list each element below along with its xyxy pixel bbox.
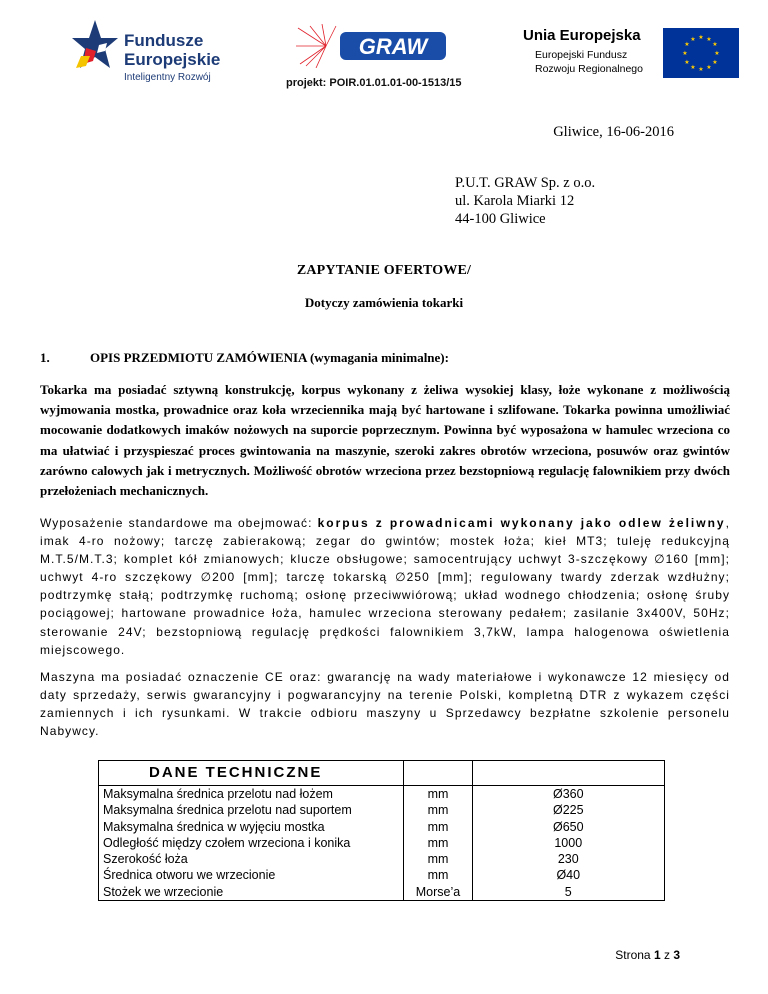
table-header: DANE TECHNICZNE [99,761,404,786]
equipment-bold: korpus z prowadnicami wykonany jako odlew żeliwny [317,516,726,530]
param-name: Stożek we wrzecionie [99,884,404,901]
svg-text:★: ★ [690,36,696,43]
param-value: Ø650 [472,819,664,835]
eu-flag-icon [663,28,739,78]
svg-text:★: ★ [690,64,696,71]
param-value: Ø225 [472,802,664,818]
equipment-lead: Wyposażenie standardowe ma obejmować: [40,516,318,530]
param-value: 230 [472,851,664,867]
section-title: OPIS PRZEDMIOTU ZAMÓWIENIA (wymagania minimalne): [90,350,449,365]
graw-logo [296,24,448,68]
param-unit: mm [404,819,472,835]
page-number [615,948,680,962]
svg-text:★: ★ [698,34,704,41]
param-name: Maksymalna średnica w wyjęciu mostka [99,819,404,835]
eu-fund-line1: Europejski Fundusz [535,49,628,61]
fundusze-europejskie-logo [72,18,242,90]
table-row [99,867,665,883]
svg-text:★: ★ [706,64,712,71]
table-header-row [99,761,665,786]
param-unit: mm [404,786,472,803]
param-unit: mm [404,835,472,851]
svg-text:★: ★ [706,36,712,43]
svg-text:★: ★ [682,50,688,57]
table-row [99,884,665,901]
table-row [99,851,665,867]
technical-data-table [98,760,665,901]
page-label: Strona [615,948,651,962]
svg-text:GRAW: GRAW [358,34,428,59]
param-value: 1000 [472,835,664,851]
table-header-value [472,761,664,786]
param-value: Ø360 [472,786,664,803]
param-name: Odległość między czołem wrzeciona i konika [99,835,404,851]
equipment-list: , imak 4-ro nożowy; tarczę zabierakową; zegar do gwintów; mostek łoża; kieł MT3; tuleję redukcyjną M.T.5/M.T.3; komplet kół zmianowych; klucze obsługowe; samocentrujący uchwyt 3-szczękowy ∅160 [mm]; uchwyt 4-ro szczękowy ∅200 [mm]; tarczę tokarską ∅250 [mm]; regulowany twardy zderzak wzdłużny; podtrzymkę stałą; podtrzymkę ruchomą; osłonę przeciwwiórową; układ wodnego chłodzenia; osłonę śruby pociągowej; hartowane prowadnice łoża, hamulec wrzeciona sterowany pedałem; zasilanie 3x400V, 50Hz; sterowanie 24V; bezstopniową regulację prędkości falownikiem 3,7kW, lampa halogenowa oświetlenia miejscowego. [40,516,730,657]
paragraph-warranty: Maszyna ma posiadać oznaczenie CE oraz: gwarancję na wady materiałowe i wykonawcze 12 miesięcy od daty sprzedaży, serwis gwarancyjny i pogwarancyjny na terenie Polski, kompletną DTR z wykazem części zamiennych i ich rysunkami. W trakcie odbioru maszyny u Sprzedawcy bezpłatne szkolenie personelu Nabywcy. [40,670,730,739]
param-unit: mm [404,867,472,883]
project-number: projekt: POIR.01.01.01-00-1513/15 [286,77,462,89]
eu-title: Unia Europejska [523,27,641,44]
fe-logo-line3: Inteligentny Rozwój [124,72,211,83]
section-number: 1. [40,350,50,365]
eu-fund-line2: Rozwoju Regionalnego [535,63,643,75]
fe-logo-line1: Fundusze [124,31,204,50]
document-subtitle: Dotyczy zamówienia tokarki [304,295,464,310]
page-current: 1 [653,948,661,962]
param-value: Ø40 [472,867,664,883]
svg-text:★: ★ [712,59,718,66]
letter-date: Gliwice, 16-06-2016 [553,124,674,140]
param-name: Maksymalna średnica przelotu nad suportem [99,802,404,818]
address-line: ul. Karola Miarki 12 [455,193,575,209]
svg-text:★: ★ [684,41,690,48]
svg-text:★: ★ [714,50,720,57]
address-line: 44-100 Gliwice [455,211,546,227]
param-name: Maksymalna średnica przelotu nad łożem [99,786,404,803]
fe-logo-line2: Europejskie [124,50,221,69]
param-name: Średnica otworu we wrzecionie [99,867,404,883]
table-row [99,819,665,835]
param-name: Szerokość łoża [99,851,404,867]
paragraph-equipment [40,514,730,659]
address-line: P.U.T. GRAW Sp. z o.o. [455,175,596,191]
table-row [99,835,665,851]
param-unit: mm [404,851,472,867]
recipient-address [455,174,595,228]
fe-star-icon [72,18,118,74]
table-row [99,802,665,818]
param-value: 5 [472,884,664,901]
table-row [99,786,665,803]
page-total: 3 [673,948,680,962]
svg-text:★: ★ [684,59,690,66]
page-of: z [663,948,670,962]
svg-text:★: ★ [712,41,718,48]
svg-text:★: ★ [698,66,704,73]
param-unit: mm [404,802,472,818]
paragraph-requirements: Tokarka ma posiadać sztywną konstrukcję, korpus wykonany z żeliwa wysokiej klasy, łoże wykonane z możliwością wyjmowania mostka, prowadnice oraz koła wrzeciennika mają być hartowane i szlifowane. Tokarka powinna umożliwiać mocowanie dodatkowych imaków nożowych na suporcie poprzecznym. Powinna być wyposażona w hamulec wrzeciona co ma ułatwiać i przyspieszać proces gwintowania na maszynie, szeroki zakres obrotów wrzeciona, posuwów oraz gwintów zarówno calowych jak i metrycznych. Możliwość obrotów wrzeciona przez bezstopniową regulację falownikiem przy dwóch przełożeniach mechanicznych. [40,382,730,499]
param-unit: Morse’a [404,884,472,901]
table-header-unit [404,761,472,786]
document-title: ZAPYTANIE OFERTOWE/ [296,263,472,278]
